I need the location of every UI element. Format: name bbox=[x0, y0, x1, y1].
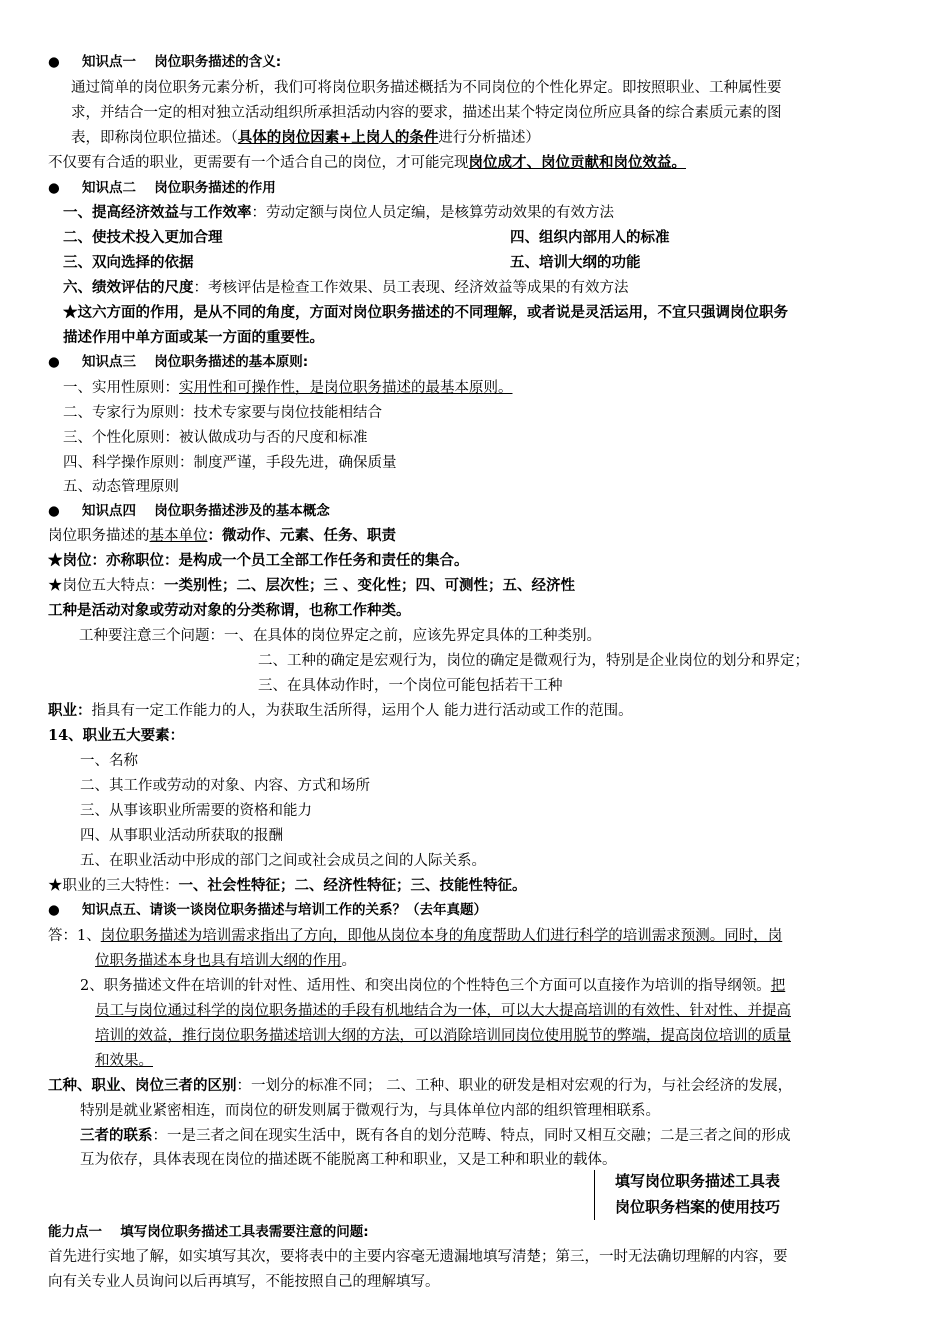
kp4-note: 二、工种的确定是宏观行为，岗位的确定是微观行为，特别是企业岗位的划分和界定； bbox=[258, 653, 809, 669]
bullet-icon: ● bbox=[48, 503, 60, 519]
kp1-para-line: 通过简单的岗位职务元素分析，我们可将岗位职务描述概括为不同岗位的个性化界定。即按照职业、工种属性要 bbox=[71, 80, 782, 96]
kp1-para-line: 求，并结合一定的相对独立活动组织所承担活动内容的要求，描述出某个特定岗位所应具备的综合素质元素的图 bbox=[71, 105, 782, 121]
kp4-element: 二、其工作或劳动的对象、内容、方式和场所 bbox=[80, 778, 370, 794]
kp4-element: 五、在职业活动中形成的部门之间或社会成员之间的人际关系。 bbox=[80, 853, 486, 869]
kp5-link-line: 三者的联系：一是三者之间在现实生活中，既有各自的划分范畴、特点，同时又相互交融；二是三者之间的形成 bbox=[80, 1127, 791, 1144]
kp2-star-note: 描述作用中单方面或某一方面的重要性。 bbox=[63, 329, 324, 346]
kp2-heading: ● 知识点二 岗位职务描述的作用 bbox=[48, 180, 276, 196]
bullet-icon: ● bbox=[48, 902, 60, 918]
kp4-note: 三、在具体动作时，一个岗位可能包括若干工种 bbox=[258, 678, 563, 694]
kp1-para-line: 表，即称岗位职位描述。（具体的岗位因素+上岗人的条件进行分析描述） bbox=[71, 129, 540, 146]
ability-heading: 能力点一 填写岗位职务描述工具表需要注意的问题: bbox=[48, 1224, 369, 1240]
section-title-box bbox=[594, 1170, 855, 1220]
kp2-item: 三、双向选择的依据 bbox=[63, 254, 194, 271]
kp3-item: 四、科学操作原则：制度严谨，手段先进，确保质量 bbox=[63, 455, 397, 471]
kp3-item: 五、动态管理原则 bbox=[63, 479, 179, 495]
kp5-answer-line: 培训的效益，推行岗位职务描述培训大纲的方法，可以消除培训同岗位使用脱节的弊端，提高岗位培训的质量 bbox=[95, 1028, 791, 1044]
kp5-diff-line: 工种、职业、岗位三者的区别：一划分的标准不同； 二、工种、职业的研发是相对宏观的行为，与社会经济的发展， bbox=[48, 1077, 793, 1094]
kp4-star-line: ★岗位：亦称职位：是构成一个员工全部工作任务和责任的集合。 bbox=[48, 552, 469, 569]
bullet-icon: ● bbox=[48, 354, 60, 370]
kp5-answer-line: 员工与岗位通过科学的岗位职务描述的手段有机地结合为一体，可以大大提高培训的有效性、针对性、并提高 bbox=[95, 1003, 791, 1019]
kp5-heading: ● 知识点五、请谈一谈岗位职务描述与培训工作的关系？（去年真题） bbox=[48, 902, 487, 918]
emphasis-text: 岗位成才、岗位贡献和岗位效益。 bbox=[468, 154, 686, 171]
kp3-item: 三、个性化原则：被认做成功与否的尺度和标准 bbox=[63, 430, 368, 446]
kp2-item: 六、绩效评估的尺度：考核评估是检查工作效果、员工表现、经济效益等成果的有效方法 bbox=[63, 279, 629, 296]
bullet-icon: ● bbox=[48, 54, 60, 70]
kp2-item: 一、提高经济效益与工作效率：劳动定额与岗位人员定编，是核算劳动效果的有效方法 bbox=[63, 204, 614, 221]
kp4-star-line: ★岗位五大特点：一类别性；二、层次性；三 、变化性；四、可测性；五、经济性 bbox=[48, 577, 576, 594]
kp4-heading: ● 知识点四 岗位职务描述涉及的基本概念 bbox=[48, 503, 330, 519]
kp5-link-line: 互为依存，具体表现在岗位的描述既不能脱离工种和职业，又是工种和职业的载体。 bbox=[80, 1152, 617, 1168]
kp1-heading: ● 知识点一 岗位职务描述的含义: bbox=[48, 54, 282, 70]
kp2-item: 四、组织内部用人的标准 bbox=[510, 229, 670, 246]
kp4-element: 四、从事职业活动所获取的报酬 bbox=[80, 828, 283, 844]
kp5-diff-line: 特别是就业紧密相连，而岗位的研发则属于微观行为，与具体单位内部的组织管理相联系。 bbox=[80, 1103, 660, 1119]
box-title-line: 填写岗位职务描述工具表 bbox=[615, 1172, 781, 1190]
kp4-line: 14、职业五大要素： bbox=[48, 727, 185, 744]
kp4-line: 岗位职务描述的基本单位：微动作、元素、任务、职责 bbox=[48, 527, 396, 544]
ability-para-line: 首先进行实地了解，如实填写其次，要将表中的主要内容毫无遗漏地填写清楚；第三，一时无法确切理解的内容，要 bbox=[48, 1249, 788, 1265]
kp2-star-note: ★这六方面的作用，是从不同的角度，方面对岗位职务描述的不同理解，或者说是灵活运用，不宜只强调岗位职务 bbox=[63, 304, 788, 321]
kp5-answer-line: 和效果。 bbox=[95, 1053, 153, 1069]
kp3-item: 二、专家行为原则：技术专家要与岗位技能相结合 bbox=[63, 405, 382, 421]
kp3-heading: ● 知识点三 岗位职务描述的基本原则: bbox=[48, 354, 309, 370]
kp5-answer-line: 位职务描述本身也具有培训大纲的作用。 bbox=[95, 953, 356, 969]
kp5-answer-line: 答：1、岗位职务描述为培训需求指出了方向，即他从岗位本身的角度帮助人们进行科学的培训需求预测。同时，岗 bbox=[48, 928, 783, 944]
kp4-line: 工种是活动对象或劳动对象的分类称谓，也称工作种类。 bbox=[48, 602, 411, 619]
kp2-item: 五、培训大纲的功能 bbox=[510, 254, 641, 271]
kp1-para-line: 不仅要有合适的职业，更需要有一个适合自己的岗位，才可能完现岗位成才、岗位贡献和岗位效益。 bbox=[48, 154, 686, 171]
kp4-element: 一、名称 bbox=[80, 753, 138, 769]
kp4-note: 工种要注意三个问题：一、在具体的岗位界定之前，应该先界定具体的工种类别。 bbox=[79, 628, 601, 644]
box-title-line: 岗位职务档案的使用技巧 bbox=[615, 1198, 781, 1216]
emphasis-text: 具体的岗位因素+上岗人的条件 bbox=[237, 129, 439, 146]
kp2-item: 二、使技术投入更加合理 bbox=[63, 229, 223, 246]
kp4-line: 职业：指具有一定工作能力的人，为获取生活所得，运用个人 能力进行活动或工作的范围。 bbox=[48, 702, 633, 719]
kp5-answer-line: 2、职务描述文件在培训的针对性、适用性、和突出岗位的个性特色三个方面可以直接作为培训的指导纲领。把 bbox=[80, 978, 786, 994]
kp3-item: 一、实用性原则：实用性和可操作性，是岗位职务描述的最基本原则。 bbox=[63, 380, 513, 396]
kp4-element: 三、从事该职业所需要的资格和能力 bbox=[80, 803, 312, 819]
kp4-star-line: ★职业的三大特性：一、社会性特征；二、经济性特征；三、技能性特征。 bbox=[48, 877, 527, 894]
ability-para-line: 向有关专业人员询问以后再填写，不能按照自己的理解填写。 bbox=[48, 1274, 440, 1290]
bullet-icon: ● bbox=[48, 180, 60, 196]
